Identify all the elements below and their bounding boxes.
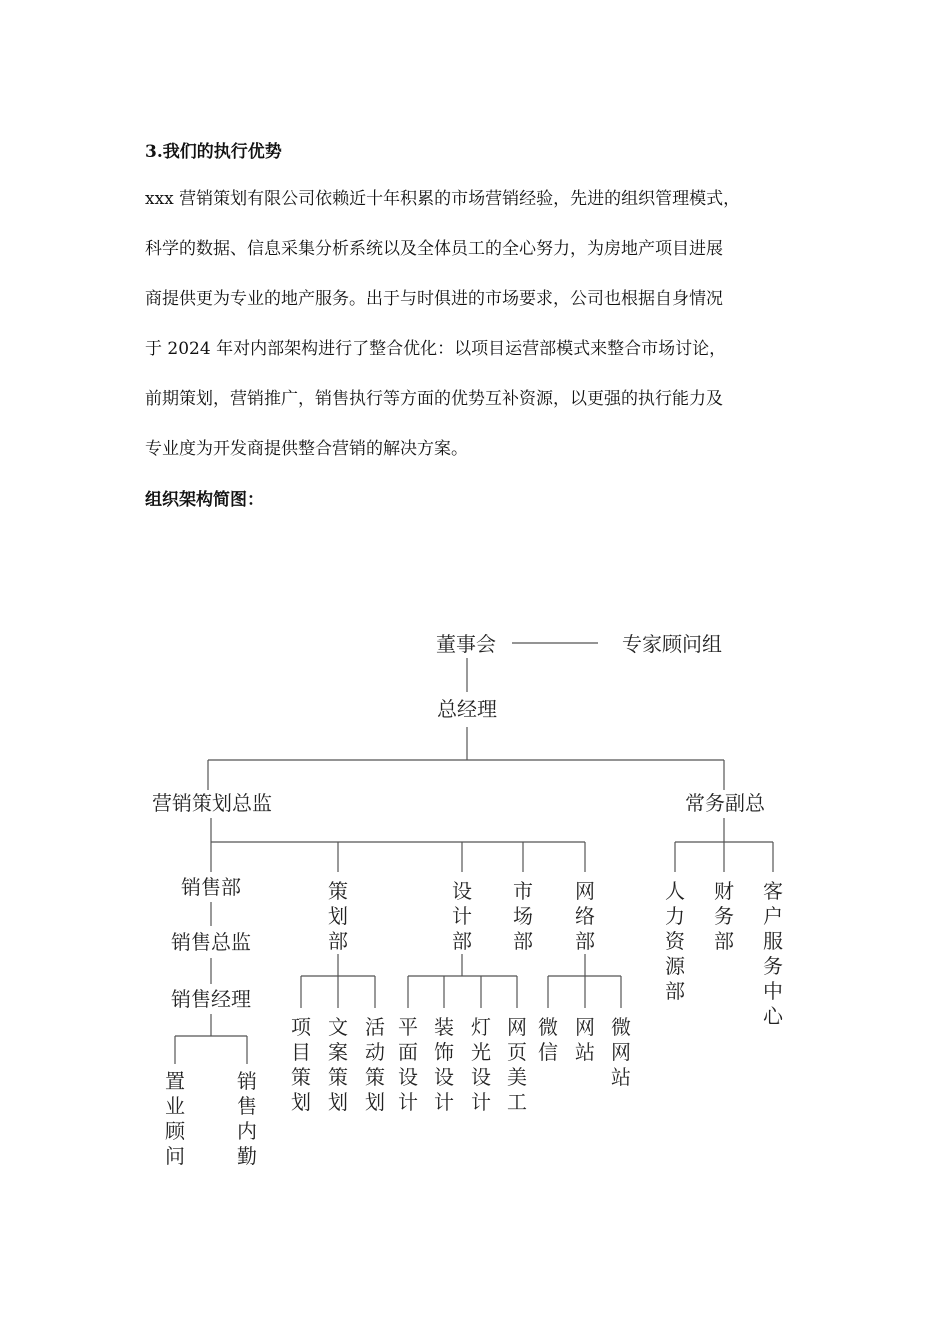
node-vp-dept: 财务部 bbox=[714, 879, 734, 953]
node-design-staff: 平面设计 bbox=[398, 1015, 418, 1114]
node-sales-staff: 销售内勤 bbox=[237, 1069, 257, 1168]
node-general-manager: 总经理 bbox=[437, 697, 497, 721]
node-sales-manager: 销售经理 bbox=[171, 987, 251, 1011]
node-network-staff: 微信 bbox=[538, 1015, 558, 1064]
paragraph-line: 专业度为开发商提供整合营销的解决方案。 bbox=[145, 439, 468, 459]
node-design-staff: 装饰设计 bbox=[434, 1015, 454, 1114]
node-planning-staff: 项目策划 bbox=[291, 1015, 311, 1114]
diagram-heading: 组织架构简图： bbox=[145, 490, 264, 510]
node-planning-staff: 文案策划 bbox=[328, 1015, 348, 1114]
node-planning-staff: 活动策划 bbox=[365, 1015, 385, 1114]
node-sales-staff: 置业顾问 bbox=[165, 1069, 185, 1168]
node-market-dept: 市场部 bbox=[513, 879, 533, 953]
node-network-dept: 网络部 bbox=[575, 879, 595, 953]
paragraph-line: xxx 营销策划有限公司依赖近十年积累的市场营销经验，先进的组织管理模式， bbox=[145, 189, 741, 209]
paragraph-line: 于 2024 年对内部架构进行了整合优化：以项目运营部模式来整合市场讨论， bbox=[145, 339, 727, 359]
node-design-staff: 灯光设计 bbox=[471, 1015, 491, 1114]
node-marketing-director: 营销策划总监 bbox=[152, 791, 272, 815]
node-design-staff: 网页美工 bbox=[507, 1015, 527, 1114]
node-sales-dept: 销售部 bbox=[181, 875, 241, 899]
paragraph-line: 前期策划，营销推广，销售执行等方面的优势互补资源，以更强的执行能力及 bbox=[145, 389, 723, 409]
node-network-staff: 网站 bbox=[575, 1015, 595, 1064]
node-vice-president: 常务副总 bbox=[685, 791, 765, 815]
paragraph-line: 科学的数据、信息采集分析系统以及全体员工的全心努力，为房地产项目进展 bbox=[145, 239, 723, 259]
node-network-staff: 微网站 bbox=[611, 1015, 631, 1089]
node-design-dept: 设计部 bbox=[452, 879, 472, 953]
node-expert-group: 专家顾问组 bbox=[622, 632, 722, 656]
node-sales-director: 销售总监 bbox=[171, 930, 251, 954]
node-board: 董事会 bbox=[436, 632, 496, 656]
paragraph-line: 商提供更为专业的地产服务。出于与时俱进的市场要求，公司也根据自身情况 bbox=[145, 289, 723, 309]
node-vp-dept: 人力资源部 bbox=[665, 879, 685, 1003]
node-planning-dept: 策划部 bbox=[328, 879, 348, 953]
section-heading: 3.我们的执行优势 bbox=[145, 142, 282, 162]
node-vp-dept: 客户服务中心 bbox=[763, 879, 783, 1028]
